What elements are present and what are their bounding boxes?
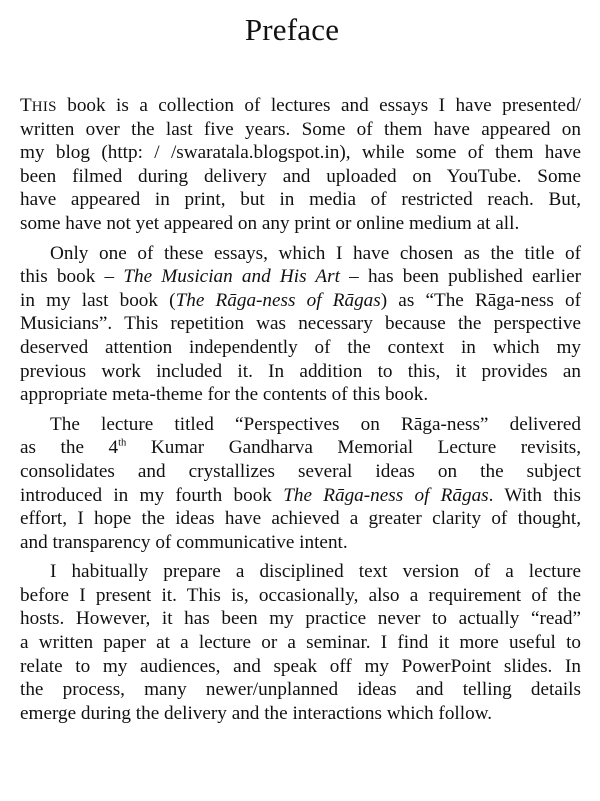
text-run: deserved attention independently of the context in which my	[20, 336, 581, 358]
paragraph	[20, 413, 581, 555]
text-line	[20, 141, 581, 165]
text-line	[20, 336, 581, 360]
text-line	[20, 413, 581, 437]
text-line	[20, 242, 581, 266]
text-run: before I present it. This is, occasionally, also a requirement of the	[20, 584, 581, 606]
text-run: appropriate meta-theme for the contents of this book.	[20, 384, 429, 406]
text-line	[20, 312, 581, 336]
text-line	[20, 383, 581, 407]
text-line	[20, 460, 581, 484]
text-run: The lecture titled “Perspectives on Rāga-ness” delivered	[50, 413, 581, 435]
text-run: ) as “The Rāga-ness of	[380, 289, 582, 311]
text-run: written over the last five years. Some of them have appeared on	[20, 118, 581, 140]
text-line	[20, 165, 581, 189]
text-line	[20, 584, 581, 608]
text-run: have appeared in print, but in media of restricted reach. But,	[20, 189, 581, 211]
paragraph	[20, 94, 581, 236]
text-run: this book –	[20, 266, 124, 288]
text-line	[20, 607, 581, 631]
text-run: a written paper at a lecture or a seminar. I find it more useful to	[20, 632, 581, 654]
text-run: – has been published earlier	[339, 266, 581, 288]
text-run: Only one of these essays, which I have chosen as the title of	[50, 242, 581, 264]
ordinal-suffix: th	[118, 437, 127, 449]
text-run: T	[20, 95, 32, 116]
text-run: hosts. However, it has been my practice never to actually “read”	[20, 608, 581, 630]
text-line	[20, 360, 581, 384]
italic-title: The Rāga-ness of Rāgas	[283, 484, 489, 506]
text-run: introduced in my fourth book	[20, 484, 284, 506]
text-line	[20, 436, 581, 460]
text-line	[20, 631, 581, 655]
text-line	[20, 702, 581, 726]
text-line	[20, 265, 581, 289]
text-run: my blog (http: / /swaratala.blogspot.in), while some of them have	[20, 142, 581, 164]
text-run: relate to my audiences, and speak off my PowerPoint slides. In	[20, 655, 581, 677]
paragraph	[20, 242, 581, 407]
text-line	[20, 118, 581, 142]
text-line	[20, 289, 581, 313]
text-run: HIS	[31, 99, 57, 115]
text-run: I habitually prepare a disciplined text version of a lecture	[50, 561, 581, 583]
page-title: Preface	[244, 12, 340, 47]
text-run: some have not yet appeared on any print or online medium at all.	[20, 212, 520, 234]
text-run: been filmed during delivery and uploaded on YouTube. Some	[20, 165, 581, 187]
paragraph	[20, 560, 581, 725]
text-run: emerge during the delivery and the interactions which follow.	[20, 702, 493, 724]
text-line	[20, 507, 581, 531]
preface-body	[20, 94, 581, 731]
text-line	[20, 212, 581, 236]
text-run: effort, I hope the ideas have achieved a greater clarity of thought,	[20, 508, 581, 530]
text-line	[20, 678, 581, 702]
text-run: in my last book (	[20, 289, 176, 311]
text-run: Kumar Gandharva Memorial Lecture revisits,	[126, 437, 581, 459]
text-line	[20, 484, 581, 508]
italic-title: The Rāga-ness of Rāgas	[175, 289, 381, 311]
italic-title: The Musician and His Art	[123, 266, 340, 288]
text-run: Musicians”. This repetition was necessary because the perspective	[20, 313, 581, 335]
text-run: as the 4	[20, 437, 119, 459]
text-line	[20, 94, 581, 118]
text-run: consolidates and crystallizes several ideas on the subject	[20, 460, 581, 482]
text-line	[20, 560, 581, 584]
text-line	[20, 655, 581, 679]
text-line	[20, 531, 581, 555]
text-run: and transparency of communicative intent.	[20, 531, 348, 553]
text-line	[20, 188, 581, 212]
text-run: . With this	[488, 484, 581, 506]
text-run: the process, many newer/unplanned ideas and telling details	[20, 679, 581, 701]
text-run: book is a collection of lectures and essays I have presented/	[56, 95, 581, 116]
text-run: previous work included it. In addition to this, it provides an	[20, 360, 581, 382]
